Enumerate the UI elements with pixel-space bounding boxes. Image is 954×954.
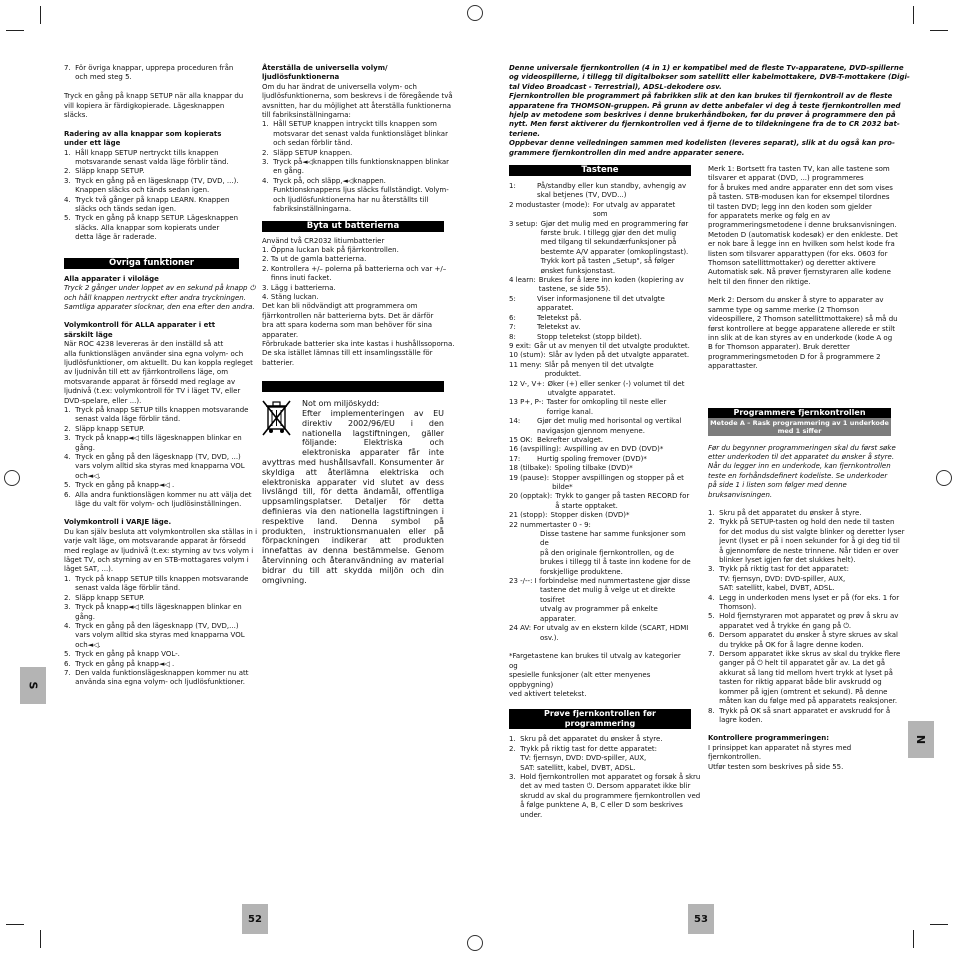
text-line: med reglage av ljudnivå (t.ex: styrning av tv:s volym i xyxy=(64,546,254,555)
key-text: Hurtig spoling fremover (DVD)* xyxy=(537,454,647,463)
key-text: Stopper avspillingen og stopper på et bilde* xyxy=(552,473,684,491)
key-description xyxy=(509,220,691,276)
text-line: er nok bare å legge inn en hvilken som helst kode fra xyxy=(708,240,895,249)
text-line: Merk 2: Dersom du ønsker å styre to apparater av xyxy=(708,296,884,305)
key-text: Brukes for å lære inn koden (kopiering av tastene, se side 55). xyxy=(538,276,684,294)
text-line xyxy=(64,83,239,92)
text-line: på den originale fjernkontrollen, og de xyxy=(540,548,675,557)
key-description xyxy=(509,417,691,436)
text-line: detta läge är raderade. xyxy=(64,233,157,242)
crop-mark xyxy=(913,6,914,24)
key-description xyxy=(509,295,691,314)
section-bar-ovriga: Övriga funktioner xyxy=(64,258,239,269)
text-line: läge du valt för volym- och ljudlösinställningen. xyxy=(64,500,242,509)
key-description xyxy=(509,521,691,530)
text-line: släcks. Alla knappar som kopierats under xyxy=(64,223,220,232)
text-line: det av med tasten ⏻. Dersom apparatet ikke blir xyxy=(509,782,691,791)
text-line: och ljudlösfunktionerna har nu återställts till xyxy=(262,195,429,204)
text-line: SAT: satellitt, kabel, DVBT, ADSL. xyxy=(509,763,636,772)
text-line: och med steg 5. xyxy=(64,73,132,82)
text-line: videospillere, 2 Thomson satellittmottakere) så må du xyxy=(708,315,898,324)
text-line: och◄◁. xyxy=(64,640,101,649)
key-label: 11 meny: xyxy=(509,360,542,369)
key-text: Øker (+) eller senker (-) volumet til det utvalgte apparatet. xyxy=(547,379,685,397)
sleep-heading: Alla apparater i viloläge xyxy=(64,274,159,283)
text-line: finns inuti facket. xyxy=(262,274,332,283)
text-line: fjernkontrollen. xyxy=(708,753,762,762)
key-description xyxy=(509,380,691,399)
text-line: osv.). xyxy=(540,633,559,642)
text-line: De ska istället lämnas till ett insamlingsställe för xyxy=(262,349,433,358)
text-line: 4. Stäng luckan. xyxy=(262,292,319,301)
key-text: Taster for omkopling til neste eller forrige kanal. xyxy=(546,398,667,416)
recycle-bin-icon xyxy=(262,399,292,437)
text-line: 7. Den valda funktionslägesknappen kommer nu att xyxy=(64,668,249,677)
key-description xyxy=(509,361,691,380)
text-line: 23 -/--: I forbindelse med nummertastene gjør disse xyxy=(509,577,691,586)
text-line: 5. Hold fjernstyraren mot apparatet og prøv å skru av xyxy=(708,612,899,621)
text-line: 3. Tryck på◄◁knappen tills funktionsknappen blinkar xyxy=(262,158,450,167)
text-line: Metoden D (automatisk kodesøk) er den enkleste. Det xyxy=(708,230,898,239)
intro-line: Fjernkontrollen ble programmert på fabrikken slik at den kan brukes til fjernkontroll av de fleste xyxy=(509,92,893,101)
key-label: 15 OK: xyxy=(509,435,533,444)
key-label: 2 modustaster (mode): xyxy=(509,200,590,209)
text-line: vill kopiera är färdigkopierade. Lägesknappen xyxy=(64,101,225,110)
text-line: och håll knappen nertryckt efter andra tryckningen. xyxy=(64,293,246,302)
control-heading: Kontrollere programmeringen: xyxy=(708,734,830,743)
key-text: Teletekst av. xyxy=(537,323,581,332)
page-number-right: 53 xyxy=(688,904,714,934)
text-line: 3. Tryck på knapp◄◁ tills lägesknappen blinkar en xyxy=(64,434,242,443)
text-line: Når du legger inn en underkode, kan fjernkontrollen xyxy=(708,462,891,471)
key-description xyxy=(509,314,691,323)
key-description xyxy=(509,342,691,351)
text-line: 4. Legg in underkoden mens lyset er på (for eks. 1 for xyxy=(708,593,900,602)
key-label: 3 setup: xyxy=(509,219,538,228)
text-line: 4. Tryck en gång på den lägesknapp (TV, DVD, ...) xyxy=(64,453,241,461)
registration-mark xyxy=(4,470,20,486)
text-line: av ljudnivån till ett av fjärrkontrollens läge, om xyxy=(64,368,229,377)
registration-mark xyxy=(467,5,483,21)
text-line: skrudd av skal du programmere fjernkontrollen ved xyxy=(509,791,701,800)
section-bar-programming: Programmere fjernkontrollen xyxy=(708,408,891,418)
text-line: 2. Ta ut de gamla batterierna. xyxy=(262,255,367,264)
text-line: gång. xyxy=(64,443,95,452)
text-line: ljudnivå (t.ex: volymkontroll för TV i läget TV, eller xyxy=(64,387,241,396)
text-line: ljudlösfunktionerna, som beskrevs i de föregående två xyxy=(262,92,453,101)
text-line: släcks och tänds sedan igen. xyxy=(64,205,177,214)
text-line: Funktionsknappens ljus släcks fullständigt. Volym- xyxy=(262,186,449,195)
text-line: 7. Dersom apparatet ikke skrus av skal du trykke flere xyxy=(708,650,901,659)
key-label: 10 (stum): xyxy=(509,351,546,360)
text-line: 1. Öppna luckan bak på fjärrkontrollen. xyxy=(262,245,399,254)
column-1 xyxy=(64,64,258,688)
section-bar-environment xyxy=(262,381,444,392)
key-label: 21 (stopp): xyxy=(509,511,548,520)
text-line: 1. Tryck på knapp SETUP tills knappen motsvarande xyxy=(64,574,249,583)
column-3-body xyxy=(509,165,701,820)
text-line: till fabriksinställningarna: xyxy=(262,111,351,120)
key-label: 17: xyxy=(509,454,521,463)
key-description xyxy=(509,333,691,342)
text-line: B for Thomson apparater). Bruk deretter xyxy=(708,343,850,352)
key-description xyxy=(509,474,691,493)
text-line: programmeringsmetoden D for å programmere 2 xyxy=(708,352,881,361)
text-line: 7. För övriga knappar, upprepa proceduren från xyxy=(64,64,234,72)
key-text: Avspilling av en DVD (DVD)* xyxy=(564,445,664,454)
crop-mark xyxy=(40,6,41,24)
text-line: 3. Hold fjernkontrollen mot apparatet og forsøk å skru xyxy=(509,772,701,781)
text-line: DVD-spelare, eller ...). xyxy=(64,396,142,405)
key-text: Bekrefter utvalget. xyxy=(537,435,603,444)
text-line: lagre koden. xyxy=(708,715,763,724)
key-label: 5: xyxy=(509,294,516,303)
text-line: *Fargetastene kan brukes til utvalg av kategorier og xyxy=(509,652,681,670)
text-line: på tasten. STB-modusen kan for eksempel tilordnes xyxy=(708,193,890,202)
text-line: 6. Dersom apparatet du ønsker å styre skrues av skal xyxy=(708,631,898,640)
key-text: Trykk to ganger på tasten RECORD for å starte opptaket. xyxy=(555,492,690,510)
key-text: Gjør det mulig med en programmering før første bruk. I tillegg gjør den det mulig med tilgang til sekundærfunksjoner på bestemte A/V apparater (omkoplingstast). Trykk kort på tasten „Setup", så følger ønsket funksjonstast. xyxy=(540,219,689,275)
text-line: Knappen släcks och tänds sedan igen. xyxy=(64,186,210,195)
text-line: etter underkoden til det apparatet du ønsker å styre. xyxy=(708,452,895,461)
text-line: 4. Tryck på, och släpp,◄◁knappen. xyxy=(262,176,386,185)
text-line: ganger på ⏻ helt til apparatet går av. La det gå xyxy=(708,659,886,668)
key-text: Spoling tilbake (DVD)* xyxy=(554,464,633,473)
text-line xyxy=(509,643,691,652)
text-line: Automatisk søk. Nå prøver fjernstyraren alle kodene xyxy=(708,268,891,277)
key-label: 12 V-, V+: xyxy=(509,379,545,388)
text-line: apparater. xyxy=(262,330,299,339)
text-line: Tryck en gång på knapp SETUP när alla knappar du xyxy=(64,92,244,101)
text-line: 5. Tryck en gång på knapp SETUP. Lägesknappen xyxy=(64,214,239,223)
text-line: TV: fjernsyn, DVD: DVD-spiller, AUX, xyxy=(708,574,846,583)
text-line: Utfør testen som beskrives på side 55. xyxy=(708,762,844,771)
text-line: ved aktivert teletekst. xyxy=(509,689,587,698)
key-description xyxy=(509,323,691,332)
column-4 xyxy=(708,165,905,772)
key-description xyxy=(509,445,691,454)
text-line: Thomson). xyxy=(708,603,757,612)
intro-line: teriene. xyxy=(509,129,541,138)
text-line: å følge punktene A, B, C eller D som beskrives xyxy=(509,801,683,810)
text-line: motsvarande apparat är försedd med reglage av xyxy=(64,377,236,386)
intro-line: Oppbevar denne veiledningen sammen med kodelisten (leveres separat), slik at du også kan pro- xyxy=(509,139,895,148)
text-line: jevnt (lyset er på i noen sekunder for å gi deg tid til xyxy=(708,537,900,546)
text-line: spesielle funksjoner (alt etter menyenes oppbygning) xyxy=(509,671,651,689)
text-line: til tasten DVD; legg inn den koden som gjelder xyxy=(708,202,872,211)
text-line: 4. Tryck två gånger på knapp LEARN. Knappen xyxy=(64,195,230,204)
text-line: Merk 1: Bortsett fra tasten TV, kan alle tastene som xyxy=(708,165,890,173)
text-line xyxy=(64,120,239,129)
text-line: 5. Tryck en gång på knapp VOL-. xyxy=(64,650,180,659)
text-line: 3. Trykk på riktig tast for det apparatet: xyxy=(708,565,849,574)
text-line: for apparatets merke og følg en av xyxy=(708,212,831,221)
crop-mark xyxy=(930,924,948,925)
text-line: å gjennomføre de neste trinnene. Når tiden er over xyxy=(708,546,899,555)
text-line: 3. Lägg i batterierna. xyxy=(262,283,336,292)
text-line: 2. Släpp knapp SETUP. xyxy=(64,167,145,176)
text-line: 6. Tryck en gång på knapp◄◁ . xyxy=(64,659,175,668)
text-line: blinker lyset igjen før det slukkes helt). xyxy=(708,556,856,564)
key-label: 13 P+, P-: xyxy=(509,398,544,407)
key-label: 18 (tilbake): xyxy=(509,464,552,473)
key-text: Viser informasjonene til det utvalgte apparatet. xyxy=(537,294,665,313)
crop-mark xyxy=(913,930,914,948)
text-line: Använd två CR2032 litiumbatterier xyxy=(262,236,385,245)
key-label: 19 (pause): xyxy=(509,473,550,482)
text-line: teste en forhåndsdefinert kodeliste. Se underkoder xyxy=(708,471,888,480)
text-line: Samtliga apparater slocknar, den ena efter den andra. xyxy=(64,302,255,311)
key-label: 14: xyxy=(509,417,521,426)
intro-line: hjelp av metodene som beskrives i denne brukerhåndboken, før du prøver å programmere den på xyxy=(509,111,896,120)
text-line: 4. Tryck en gång på den lägesknapp (TV, DVD,...) xyxy=(64,621,239,630)
text-line: for det modus du sist valgte blinker og deretter lyser xyxy=(708,527,905,536)
text-line: 2. Trykk på riktig tast for dette apparatet: xyxy=(509,744,657,753)
key-description xyxy=(509,464,691,473)
text-line: 6. Alla andra funktionslägen kommer nu att välja det xyxy=(64,490,252,499)
text-line: tastene det mulig å velge ut et direkte tosifret xyxy=(540,586,676,604)
text-line: 5. Tryck en gång på knapp◄◁ . xyxy=(64,481,175,490)
text-line: varje valt läge, om motsvarande apparat är försedd xyxy=(64,537,246,546)
key-label: 7: xyxy=(509,323,516,332)
text-line: TV: fjernsyn, DVD: DVD-spiller, AUX, xyxy=(509,754,647,763)
text-line: apparattaster. xyxy=(708,362,758,371)
key-text: Stopper disken (DVD)* xyxy=(550,511,630,520)
intro-line: og videospillerne, i tillegg til digitalbokser som satellitt eller kabelmottakere, DVB-T-mottakere (Digi- xyxy=(509,73,910,82)
intro-line: nytt. Men først aktiverer du fjernkontrollen ved å fjerne de to tildekningene fra de to CR 2032 bat- xyxy=(509,120,900,129)
text-line: Du kan själv besluta att volymkontrollen ska ställas in i xyxy=(64,527,258,536)
key-label: 9 exit: xyxy=(509,341,532,350)
text-line: helt til den finner den riktige. xyxy=(708,277,811,286)
text-line: Om du har ändrat de universella volym- och xyxy=(262,82,417,91)
text-line: gång. xyxy=(64,612,95,621)
text-line: läget TV, och styrning av en STB-mottagares volym i xyxy=(64,556,249,565)
text-line: senast valda läge förblir tänd. xyxy=(64,584,181,593)
section-bar-tastene: Tastene xyxy=(509,165,691,176)
intro-line: tal Video Broadcast - Terrestrial), ADSL-dekodere osv. xyxy=(509,82,722,91)
text-line: en gång. xyxy=(262,167,304,176)
key-description xyxy=(509,455,691,464)
environment-title: Not om miljöskydd: xyxy=(302,399,380,409)
text-line: 1. Skru på det apparatet du ønsker å styre. xyxy=(509,735,663,744)
text-line: Tryck 2 gånger under loppet av en sekund på knapp ⏻ xyxy=(64,284,256,293)
text-line: akkurat så lang tid mellom hvert trykk at lyset på xyxy=(708,668,893,677)
text-line: motsvarande senast valda läge förblir tänd. xyxy=(64,158,229,167)
text-line: och sedan förblir tänd. xyxy=(262,139,353,148)
key-text: Slår av lyden på det utvalgte apparatet. xyxy=(548,351,690,360)
method-a-bar: Metode A – Rask programmering av 1 underkode med 1 siffer xyxy=(708,418,891,436)
text-line: listen som tilsvarer apparattypen (for eks. 0603 for xyxy=(708,249,888,258)
text-line: tilsvarer et apparat (DVD, ...) programmeres xyxy=(708,174,864,183)
text-line: använda sina egna volym- och ljudlösfunktioner. xyxy=(64,678,246,687)
text-line: bruksanvisningen. xyxy=(708,490,773,499)
key-description xyxy=(509,398,691,417)
text-line: Thomson satellittmottaker) og deretter aktivere xyxy=(708,259,876,268)
crop-mark xyxy=(40,930,41,948)
text-line: släcks. xyxy=(64,111,88,120)
key-label: 4 learn: xyxy=(509,276,536,285)
key-text: Teletekst på. xyxy=(537,313,582,322)
key-label: 6: xyxy=(509,313,516,322)
text-line: 2. Släpp knapp SETUP. xyxy=(64,424,145,433)
crop-mark xyxy=(6,30,24,31)
volume-each-heading: Volymkontroll i VARJE läge. xyxy=(64,518,172,527)
key-text: Slår på menyen til det utvalgte produktet. xyxy=(544,360,654,379)
language-tab-right: N xyxy=(908,721,934,758)
text-line: läget SAT, ...). xyxy=(64,565,114,574)
key-description xyxy=(509,511,691,520)
key-description xyxy=(509,182,691,201)
text-line: forskjellige produktene. xyxy=(540,567,623,576)
text-line: fabriksinställningarna. xyxy=(262,205,352,214)
text-line: motsvarar det senast valda funktionsläget blinkar xyxy=(262,129,448,138)
text-line: 2. Trykk på SETUP-tasten og hold den nede til tasten xyxy=(708,518,895,527)
text-line: 1. Skru på det apparatet du ønsker å styre. xyxy=(708,508,862,517)
text-line: Før du begynner programmeringen skal du først søke xyxy=(708,443,896,452)
text-line: Det kan bli nödvändigt att programmera om xyxy=(262,302,418,311)
language-tab-left: S xyxy=(20,667,46,704)
text-line: När ROC 4238 levereras är den inställd så att xyxy=(64,340,224,349)
crop-mark xyxy=(930,30,948,31)
key-description xyxy=(509,436,691,445)
key-text: Gjør det mulig med horisontal og vertikal navigasjon gjennom menyene. xyxy=(537,417,682,435)
text-line: apparatet ved å trykke én gang på ⏻. xyxy=(708,621,852,630)
key-text: For utvalg av apparatet som xyxy=(592,200,676,219)
crop-mark xyxy=(6,924,24,925)
text-line: du trykke på OK for å lagre denne koden. xyxy=(708,640,864,649)
text-line: fjärrkontrollen när batterierna byts. Det är därför xyxy=(262,311,434,320)
text-line: 3. Tryck på knapp◄◁ tills lägesknappen blinkar en xyxy=(64,603,242,612)
text-line: inn slik at de kan styres av en underkode (kode A og xyxy=(708,333,893,342)
key-text: Stopp teletekst (stopp bildet). xyxy=(537,332,642,341)
page-number-left: 52 xyxy=(242,904,268,934)
text-line: kommer på igjen (omtrent et sekund). På denne xyxy=(708,687,888,696)
key-description xyxy=(509,276,691,295)
text-line: programmeringsmetodene i denne bruksanvisningen. xyxy=(708,221,897,230)
text-line: tasten for riktig apparat både blir avskrudd og xyxy=(708,678,882,687)
registration-mark xyxy=(936,470,952,486)
key-label: 16 (avspilling): xyxy=(509,445,562,454)
text-line: 2. Kontrollera +/– polerna på batterierna och var +/– xyxy=(262,264,447,273)
text-line: først kontrollere at begge apparatene allerede er stilt xyxy=(708,324,895,333)
registration-mark xyxy=(467,935,483,951)
reset-heading: Radering av alla knappar som kopierats under ett läge xyxy=(64,129,222,148)
restore-heading: Återställa de universella volym/ ljudlösfunktionerna xyxy=(262,64,388,82)
key-text: På/standby eller kun standby, avhengig av skal betjenes (TV, DVD...) xyxy=(537,182,687,200)
text-line: vars volym alltid ska styras med knapparna VOL xyxy=(64,631,245,640)
key-label: 22 nummertaster 0 - 9: xyxy=(509,520,591,529)
text-line: 24 AV: For utvalg av en ekstern kilde (SCART, HDMI xyxy=(509,624,689,633)
text-line: brukes i tillegg til å taste inn kodene for de xyxy=(540,558,691,567)
text-line: avsnitten, har du möjlighet att återställa funktionerna xyxy=(262,101,452,110)
text-line: under. xyxy=(509,810,543,819)
key-description xyxy=(509,201,691,220)
text-line: samme type og samme merke (2 Thomson xyxy=(708,305,859,314)
text-line: 1. Håll knapp SETUP nertryckt tills knappen xyxy=(64,148,219,157)
key-text: Går ut av menyen til det utvalgte produktet. xyxy=(534,341,690,350)
volume-heading: Volymkontroll för ALLA apparater i ett särskilt läge xyxy=(64,321,216,339)
text-line: 3. Tryck en gång på en lägesknapp (TV, DVD, ...). xyxy=(64,176,239,185)
text-line: Disse tastene har samme funksjoner som de xyxy=(540,530,686,548)
section-bar-test: Prøve fjernkontrollen før programmering xyxy=(509,709,691,729)
environment-text: Efter implementeringen av EU direktiv 2002/96/EU i den nationella lagstiftningen, gäller följande: Elektriska och elektroniska apparater får inte avyttras med hushållsavfall. Konsumenter är skyldiga att återlämna elektriska och elektroniska apparater vid slutet av dess livslängd till, för detta ändamål, offentliga uppsamlingsplatser. Detaljer för detta definieras via den nationella lagstiftningen i respektive land. Denna symbol på produkten, instruktionsmanualen eller på förpackningen indikerar att produkten innefattas av denna bestämmelse. Genom återvinning och återanvändning av material bidrar du till att skydda miljön och din omgivning. xyxy=(262,408,444,585)
text-line: ljudlösfunktioner, om aktuellt. Du kan koppla regleget xyxy=(64,358,253,367)
text-line: SAT: satellitt, kabel, DVBT, ADSL. xyxy=(708,584,835,593)
key-description xyxy=(509,492,691,511)
key-label: 8: xyxy=(509,332,516,341)
text-line: på side 1 i listen som følger med denne xyxy=(708,481,847,490)
text-line: alla funktionslägen använder sina egna volym- och xyxy=(64,349,244,358)
text-line: 2. Släpp knapp SETUP. xyxy=(64,593,145,602)
intro-line: Denne universale fjernkontrollen (4 in 1) er kompatibel med de fleste Tv-apparatene, DVD-spillerne xyxy=(509,64,904,72)
intro-line: apparatene fra THOMSON-gruppen. På grunn av dette anbefaler vi deg å teste fjernkontrollen med xyxy=(509,101,901,110)
text-line: vars volym alltid ska styras med knapparna VOL xyxy=(64,462,245,471)
text-line: och◄◁. xyxy=(64,471,101,480)
text-line: måten kan du følge med på apparatets reaksjoner. xyxy=(708,697,898,706)
column-3 xyxy=(509,64,910,158)
section-bar-batteries: Byta ut batterierna xyxy=(262,221,444,232)
text-line: I prinsippet kan apparatet nå styres med xyxy=(708,743,852,752)
key-description xyxy=(509,351,691,360)
text-line: Förbrukade batterier ska inte kastas i hushållssoporna. xyxy=(262,339,455,348)
intro-line: grammere fjernkontrollen din med andre apparater senere. xyxy=(509,148,745,157)
text-line: bra att spara koderna som man behöver för sina xyxy=(262,321,433,330)
text-line: 8. Trykk på OK så snart apparatet er avskrudd for å xyxy=(708,706,891,715)
text-line: 1. Håll SETUP knappen intryckt tills knappen som xyxy=(262,120,437,129)
text-line: 2. Släpp SETUP knappen. xyxy=(262,148,353,157)
text-line: batterier. xyxy=(262,358,295,367)
key-text xyxy=(594,521,691,530)
text-line: senast valda läge förblir tänd. xyxy=(64,415,181,424)
key-label: 20 (opptak): xyxy=(509,492,553,501)
column-2 xyxy=(262,64,455,585)
text-line: for å brukes med andre apparater enn det som vises xyxy=(708,183,893,192)
key-label: 1: xyxy=(509,182,516,190)
text-line: 1. Tryck på knapp SETUP tills knappen motsvarande xyxy=(64,405,249,414)
text-line: utvalg av programmer på enkelte apparater. xyxy=(540,605,658,623)
